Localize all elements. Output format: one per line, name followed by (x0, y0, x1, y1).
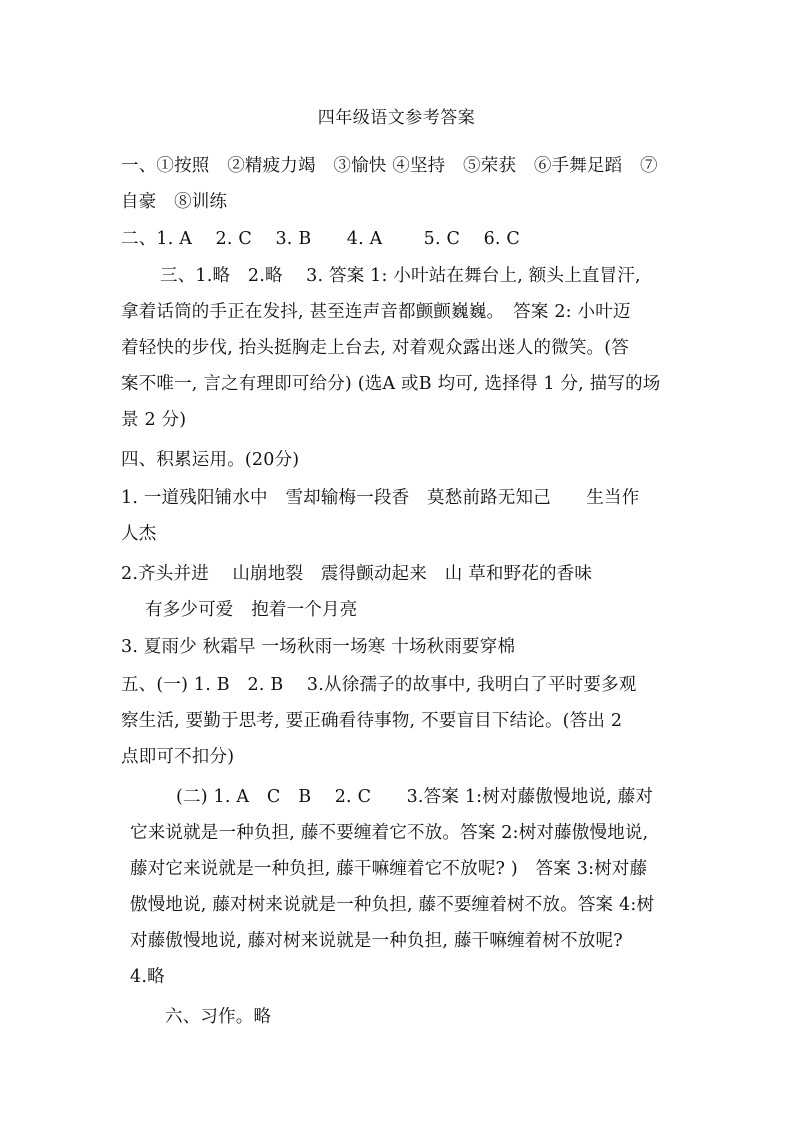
answer-section-5-part-1-line-1: 五、(一) 1. B 2. B 3.从徐孺子的故事中, 我明白了平时要多观 (121, 675, 637, 695)
answer-section-5-part-2-line-4: 傲慢地说, 藤对树来说就是一种负担, 藤不要缠着树不放。答案 4:树 (130, 895, 655, 915)
answer-section-3-line-3: 着轻快的步伐, 抬头挺胸走上台去, 对着观众露出迷人的微笑。(答 (121, 338, 629, 358)
answer-section-2-line: 二、1. A 2. C 3. B 4. A 5. C 6. C (121, 229, 521, 249)
document-title: 四年级语文参考答案 (317, 108, 476, 128)
answer-section-5-part-2-line-1: (二) 1. A C B 2. C 3.答案 1:树对藤傲慢地说, 藤对 (176, 787, 654, 807)
answer-section-5-part-2-line-5: 对藤傲慢地说, 藤对树来说就是一种负担, 藤干嘛缠着树不放呢? (130, 931, 623, 951)
answer-section-3-line-5: 景 2 分) (121, 410, 187, 430)
answer-section-3-line-4: 案不唯一, 言之有理即可给分) (选A 或B 均可, 选择得 1 分, 描写的场 (121, 374, 661, 394)
answer-section-4-heading: 四、积累运用。(20分) (121, 450, 300, 470)
answer-section-3-line-2: 拿着话筒的手正在发抖, 甚至连声音都颤颤巍巍。 答案 2: 小叶迈 (121, 302, 631, 322)
answer-section-5-part-1-line-2: 察生活, 要勤于思考, 要正确看待事物, 不要盲目下结论。(答出 2 (121, 711, 623, 731)
answer-section-4-item-2-line-1: 2.齐头并进 山崩地裂 震得颤动起来 山 草和野花的香味 (121, 564, 593, 584)
answer-section-4-item-2-line-2: 有多少可爱 抱着一个月亮 (145, 600, 358, 620)
answer-section-6-line: 六、习作。略 (165, 1007, 272, 1027)
answer-section-4-item-3-line: 3. 夏雨少 秋霜早 一场秋雨一场寒 十场秋雨要穿棉 (121, 637, 516, 657)
answer-section-1-line-2: 自豪 ⑧训练 (121, 192, 228, 212)
answer-section-1-line-1: 一、①按照 ②精疲力竭 ③愉快 ④坚持 ⑤荣获 ⑥手舞足蹈 ⑦ (121, 156, 658, 176)
answer-section-4-item-1-line-2: 人杰 (121, 524, 157, 544)
answer-section-4-item-1-line-1: 1. 一道残阳铺水中 雪却输梅一段香 莫愁前路无知己 生当作 (121, 488, 640, 508)
answer-section-5-part-2-line-6: 4.略 (130, 967, 165, 987)
answer-section-5-part-1-line-3: 点即可不扣分) (121, 747, 235, 767)
answer-section-3-line-1: 三、1.略 2.略 3. 答案 1: 小叶站在舞台上, 额头上直冒汗, (160, 266, 641, 286)
answer-section-5-part-2-line-2: 它来说就是一种负担, 藤不要缠着它不放。答案 2:树对藤傲慢地说, (130, 823, 649, 843)
answer-section-5-part-2-line-3: 藤对它来说就是一种负担, 藤干嘛缠着它不放呢? ) 答案 3:树对藤 (130, 859, 648, 879)
